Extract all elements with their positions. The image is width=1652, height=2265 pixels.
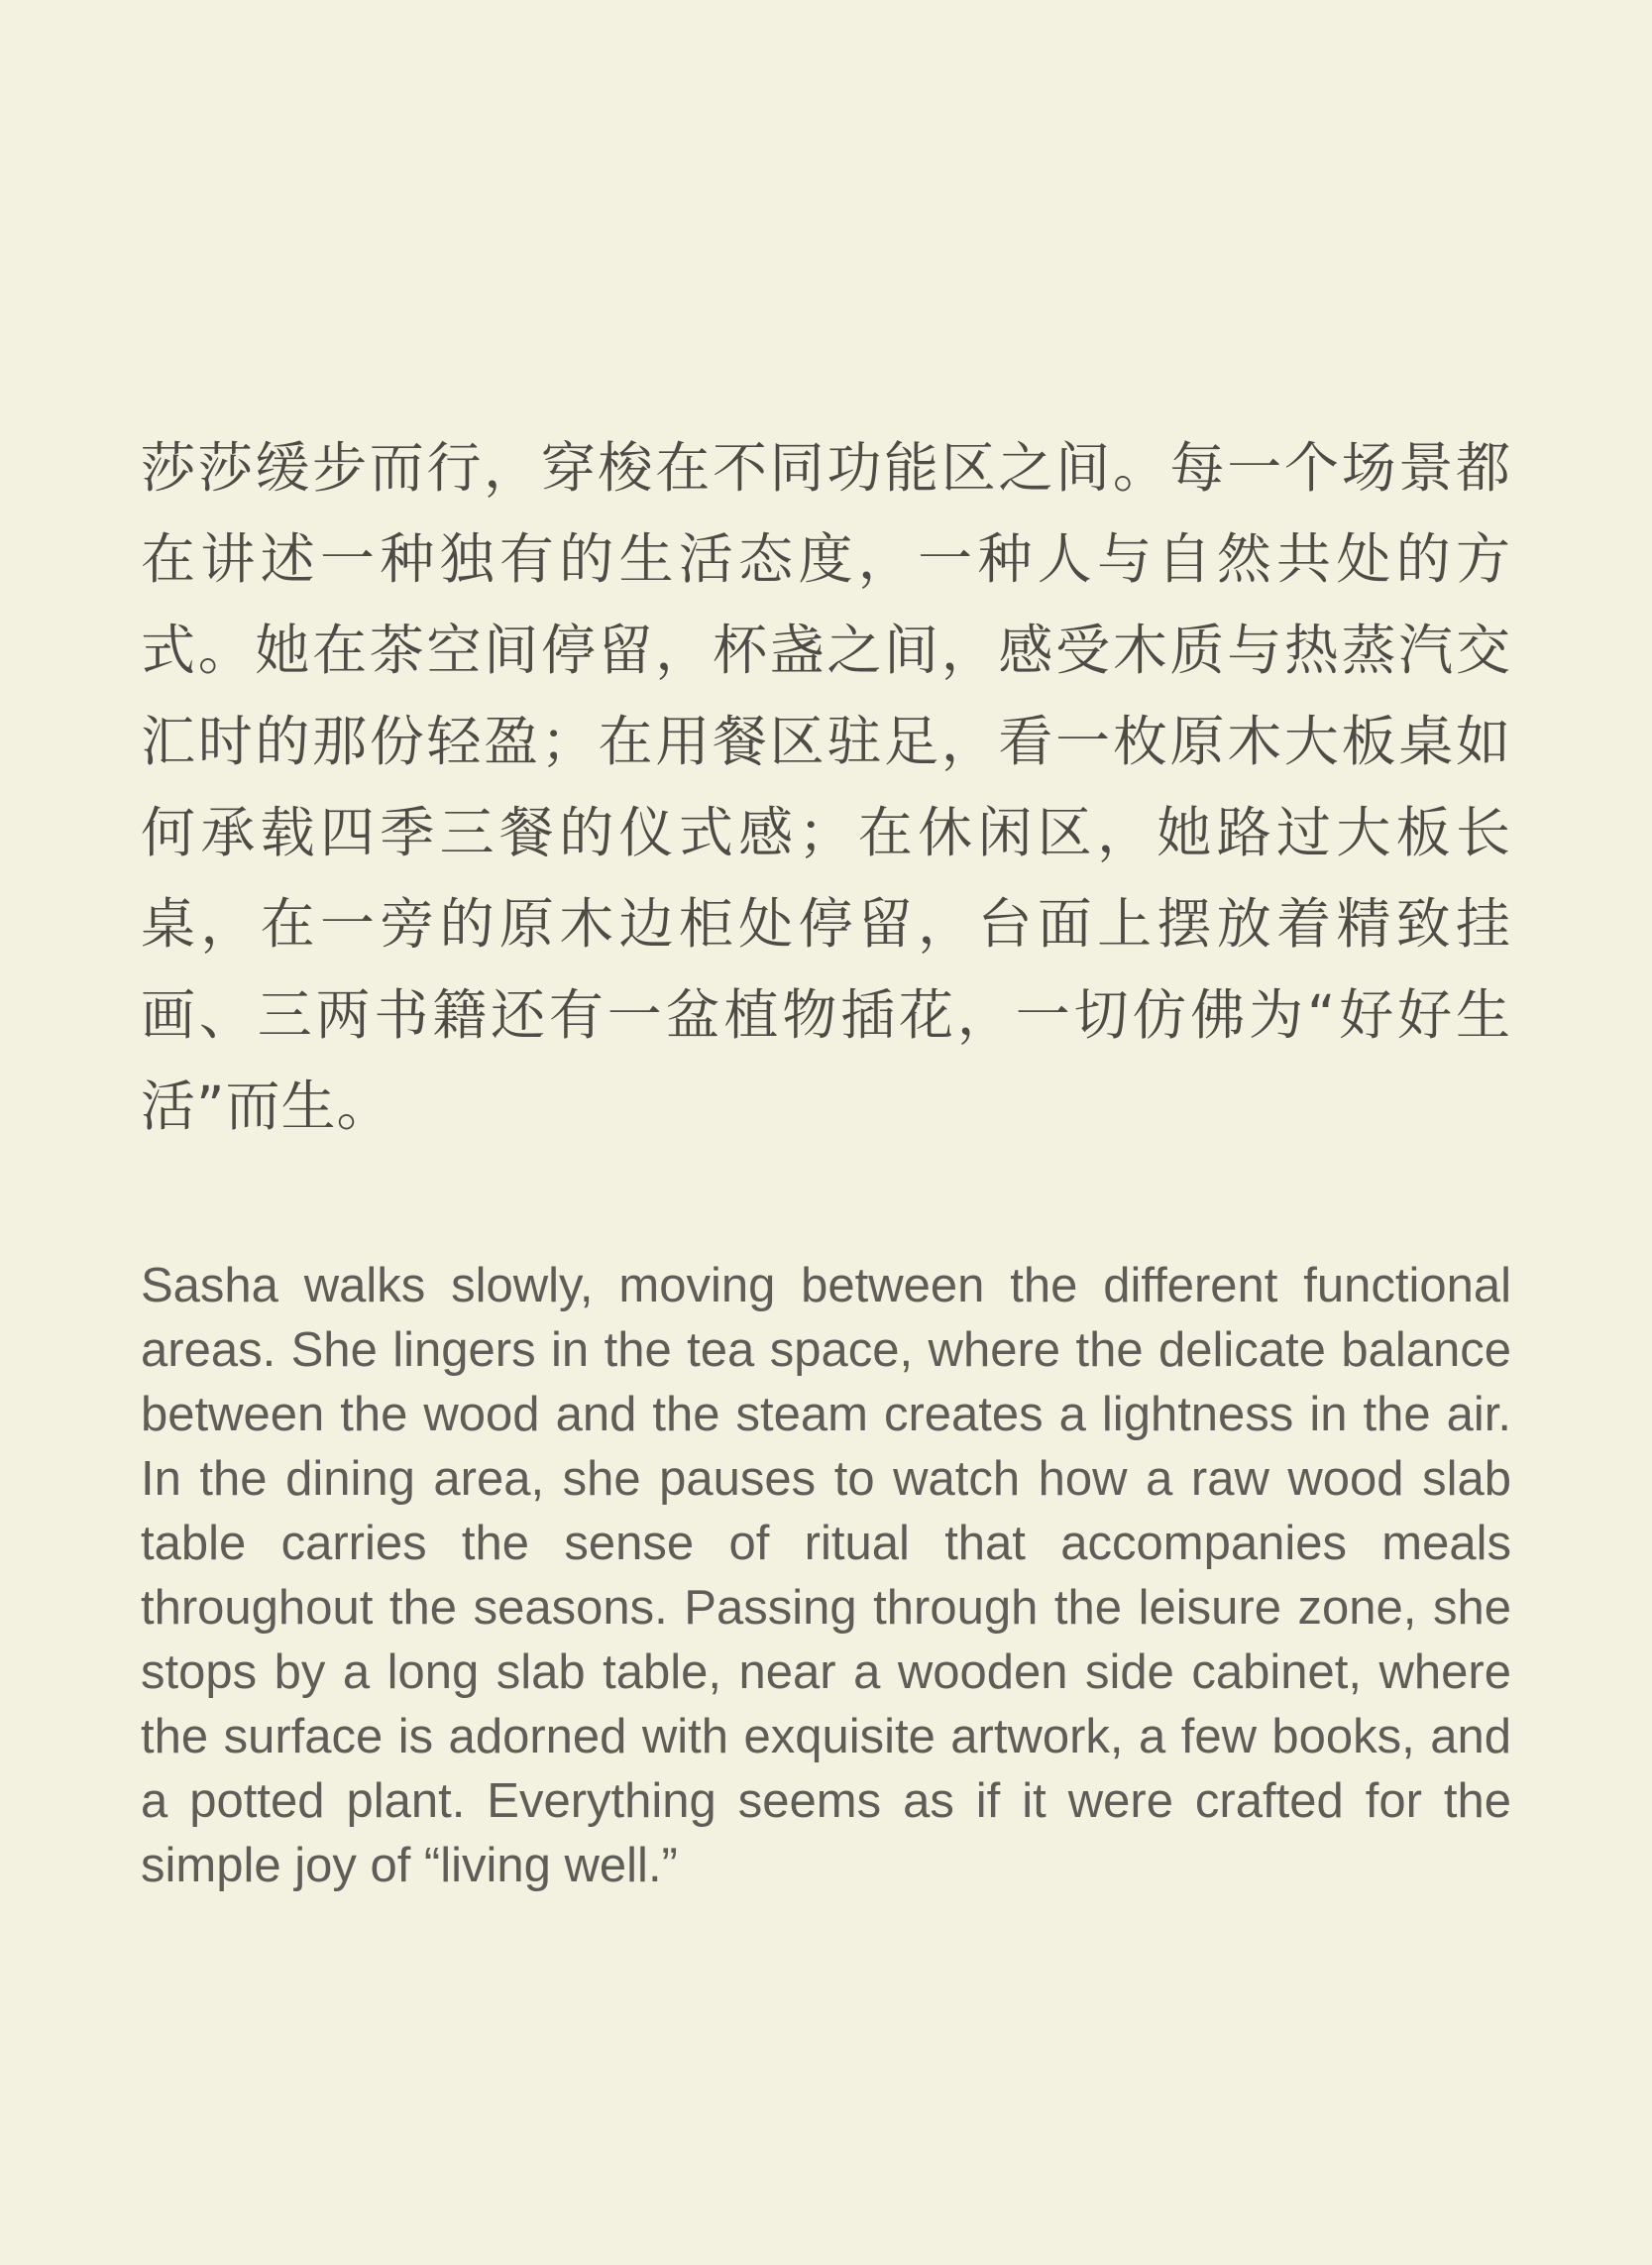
english-description-paragraph: Sasha walks slowly, moving between the different functional areas. She lingers in the tea space, where the delicate balance between the wood and the steam creates a lightness in the air. In the dining area, she pauses to watch how a raw wood slab table carries the sense of ritual that accompanies meals throughout the seasons. Passing through the leisure zone, she stops by a long slab table, near a wooden side cabinet, where the surface is adorned with exquisite artwork, a few books, and a potted plant. Everything seems as if it were crafted for the simple joy of “living well.” bbox=[141, 1259, 1511, 1892]
chinese-description-paragraph: 莎莎缓步而行，穿梭在不同功能区之间。每一个场景都在讲述一种独有的生活态度，一种人与自然共处的方式。她在茶空间停留，杯盏之间，感受木质与热蒸汽交汇时的那份轻盈；在用餐区驻足，看一枚原木大板桌如何承载四季三餐的仪式感；在休闲区，她路过大板长桌，在一旁的原木边柜处停留，台面上摆放着精致挂画、三两书籍还有一盆植物插花，一切仿佛为“好好生活”而生。 bbox=[141, 436, 1511, 1138]
